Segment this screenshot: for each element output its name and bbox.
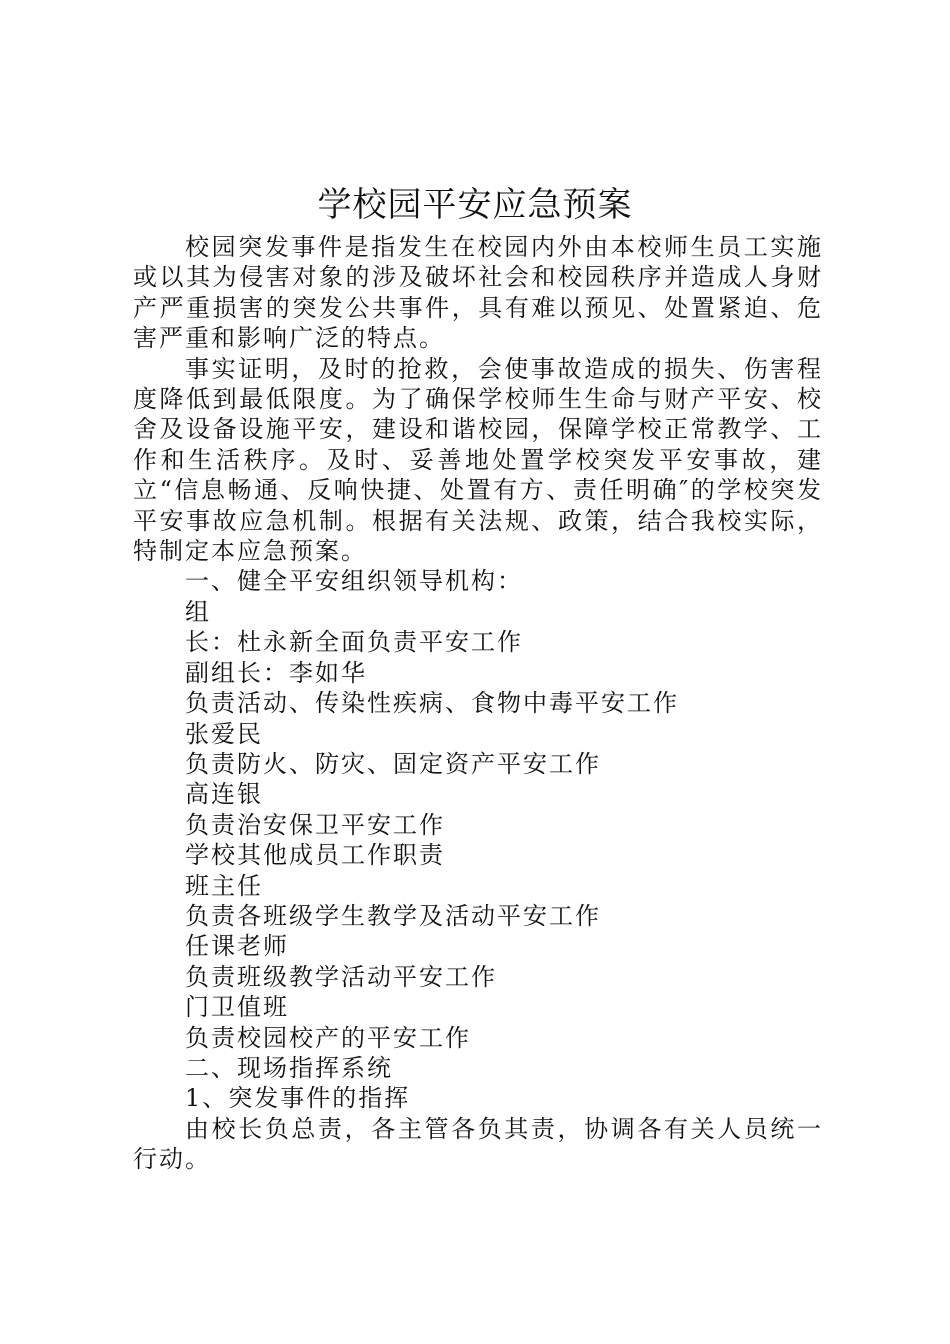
list-item: 任课老师 (185, 932, 289, 961)
list-item: 组 (185, 597, 211, 626)
section-heading-command: 二、现场指挥系统 (185, 1053, 393, 1082)
paragraph-purpose: 事实证明，及时的抢救，会使事故造成的损失、伤害程度降低到最低限度。为了确保学校师生生命与财产平安、校舍及设备设施平安，建设和谐校园，保障学校正常教学、工作和生活秩序。及时、妥善地处置学校突发平安事故，建立“信息畅通、反响快捷、处置有方、责任明确″的学校突发平安事故应急机制。根据有关法规、政策，结合我校实际，特制定本应急预案。 (133, 354, 823, 566)
paragraph-intro: 校园突发事件是指发生在校园内外由本校师生员工实施或以其为侵害对象的涉及破坏社会和校园秩序并造成人身财产严重损害的突发公共事件，具有难以预见、处置紧迫、危害严重和影响广泛的特点。 (133, 233, 823, 353)
list-item: 负责校园校产的平安工作 (185, 1023, 471, 1052)
list-item: 负责活动、传染性疾病、食物中毒平安工作 (185, 689, 679, 718)
paragraph-closing: 由校长负总责，各主管各负其责，协调各有关人员统一行动。 (133, 1114, 823, 1174)
document-body (133, 232, 823, 1175)
list-item: 班主任 (185, 871, 263, 900)
list-item: 负责各班级学生教学及活动平安工作 (185, 901, 601, 930)
list-item: 学校其他成员工作职责 (185, 841, 445, 870)
list-item: 负责班级教学活动平安工作 (185, 962, 497, 991)
list-item: 高连银 (185, 780, 263, 809)
list-item: 长：杜永新全面负责平安工作 (185, 628, 523, 657)
subsection-heading: 1、突发事件的指挥 (185, 1084, 411, 1113)
document-title: 学校园平安应急预案 (317, 185, 633, 225)
list-item: 门卫值班 (185, 993, 289, 1022)
section-heading-organization: 一、健全平安组织领导机构： (185, 567, 523, 596)
list-item: 副组长：李如华 (185, 658, 367, 687)
list-item: 张爱民 (185, 719, 263, 748)
list-item: 负责防火、防灾、固定资产平安工作 (185, 749, 601, 778)
list-item: 负责治安保卫平安工作 (185, 810, 445, 839)
